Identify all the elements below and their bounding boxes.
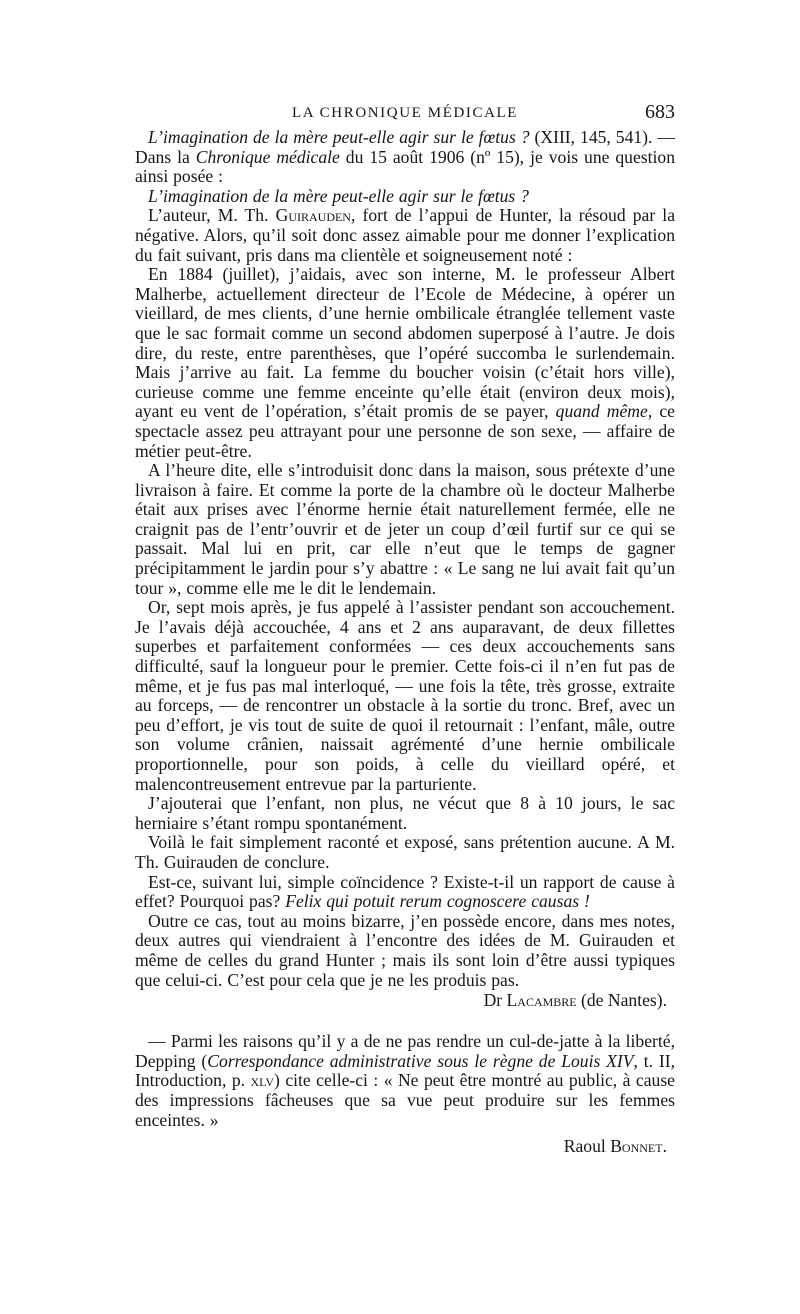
question-repeat: L’imagination de la mère peut-elle agir sur le fœtus ? [148, 185, 529, 206]
question-reference: (XIII, 145, 541). — Dans la [135, 127, 676, 167]
signature-lacambre [135, 990, 675, 1010]
signature-place: (de Nantes). [576, 990, 667, 1011]
signature-last-name: Bonnet [610, 1136, 663, 1157]
section-gap [135, 1010, 675, 1032]
journal-name: Chronique médicale [195, 146, 340, 167]
signature-name: Lacambre [506, 990, 577, 1011]
question-title: L’imagination de la mère peut-elle agir sur le fœtus ? [148, 127, 530, 147]
paragraph-author [135, 206, 675, 265]
note-text: — Parmi les raisons qu’il y a de ne pas rendre un cul-de-jatte à la liberté, Depping ( [135, 1031, 675, 1071]
paragraph-visit: A l’heure dite, elle s’introduisit donc dans la maison, sous prétexte d’une livraison à faire. Et comme la porte de la chambre où le docteur Malherbe était aux prises avec l’énorme hernie était naturellement fermée, elle ne craignit pas de l’entr’ouvrir et de jeter un coup d’œil furtif sur ce qui se passait. Mal lui en prit, car elle n’eut que le temps de gagner précipitamment le jardin pour s’y abattre : « Le sang ne lui avait fait qu’un tour », comme elle me le dit le lendemain. [135, 460, 675, 598]
paragraph-text: Est-ce, suivant lui, simple coïncidence ? Existe-t-il un rapport de cause à effet? Pourquoi pas? [135, 871, 675, 912]
paragraph-outcome: J’ajouterai que l’enfant, non plus, ne vécut que 8 à 10 jours, le sac herniaire s’étant rompu spontanément. [135, 793, 675, 833]
paragraph-other-cases: Outre ce cas, tout au moins bizarre, j’en possède encore, dans mes notes, deux autres qui viendraient à l’encontre des idées de M. Guirauden et même de celles du grand Hunter ; mais ils sont loin d’être aussi typiques que celui-ci. C’est pour cela que je ne les produis pas. [135, 910, 675, 990]
question-heading [135, 128, 675, 187]
signature-period: . [662, 1136, 667, 1157]
emphasis-quand-meme: quand même [555, 401, 648, 422]
paragraph-delivery: Or, sept mois après, je fus appelé à l’assister pendant son accouchement. Je l’avais déjà accouchée, 4 ans et 2 ans auparavant, de deux fillettes superbes et parfaitement conformées — ces deux accouchements sans difficulté, sauf la longueur pour le premier. Cette fois-ci il n’en fut pas de même, et je fus pas mal interloqué, — une fois la tête, très grosse, extraite au forceps, — de rencontrer un obstacle à la sortie du tronc. Bref, avec un peu d’effort, je vis tout de suite de quoi il retournait : l’enfant, mâle, outre son volume crânien, naissait agrémenté d’une hernie ombilicale proportionnelle, pour son poids, à celle du vieillard opéré, et malencontreusement entrevue par la parturiente. [135, 597, 675, 794]
paragraph-text: En 1884 (juillet), j’aidais, avec son interne, M. le professeur Albert Malherbe, actuellement directeur de l’Ecole de Médecine, à opérer un vieillard, de mes clients, d’une hernie ombilicale étranglée tellement vaste que le sac formait comme un second abdomen superposé à l’autre. Je dois dire, du reste, entre parenthèses, que l’opéré succomba le surlendemain. Mais j’arrive au fait. La femme du boucher voisin (c’était hors ville), curieuse comme une femme enceinte qu’elle était (environ deux mois), ayant eu vent de l’opération, s’était promis de se payer, [135, 264, 675, 422]
note-text: , t. II, Introduction, p. [135, 1050, 675, 1091]
paragraph-text: L’auteur, M. Th. [148, 205, 276, 226]
journal-title: LA CHRONIQUE MÉDICALE [291, 105, 519, 121]
signature-title: Dr [483, 990, 507, 1011]
running-head [135, 103, 675, 127]
paragraph-text: , fort de l’appui de Hunter, la résoud par la négative. Alors, qu’il soit donc assez aimable pour me donner l’explication du fait suivant, pris dans ma clientèle et soigneusement noté : [135, 205, 676, 265]
note-text: ) cite celle-ci : « Ne peut être montré au public, à cause des impressions fâcheuses que sa vue peut produire sur les femmes enceintes. » [135, 1070, 675, 1130]
paragraph-text: , ce spectacle assez peu attrayant pour une personne de son sexe, — affaire de métier peut-être. [135, 401, 675, 461]
article-body [135, 128, 675, 1156]
latin-quote: Felix qui potuit rerum cognoscere causas ! [285, 891, 590, 912]
paragraph-question [135, 873, 675, 912]
paragraph-conclusion: Voilà le fait simplement raconté et exposé, sans prétention aucune. A M. Th. Guirauden de conclure. [135, 832, 675, 872]
question-date: du 15 août 1906 (nº 15), je vois une question ainsi posée : [135, 146, 675, 187]
paragraph-operation [135, 265, 675, 461]
author-name: Guirauden [275, 205, 351, 226]
page-number: 683 [645, 101, 675, 123]
signature-first-name: Raoul [563, 1136, 611, 1157]
note-paragraph [135, 1032, 675, 1130]
book-title: Correspondance administrative sous le règne de Louis XIV [207, 1050, 634, 1071]
signature-bonnet [135, 1136, 675, 1156]
page-reference: xlv [250, 1070, 275, 1091]
